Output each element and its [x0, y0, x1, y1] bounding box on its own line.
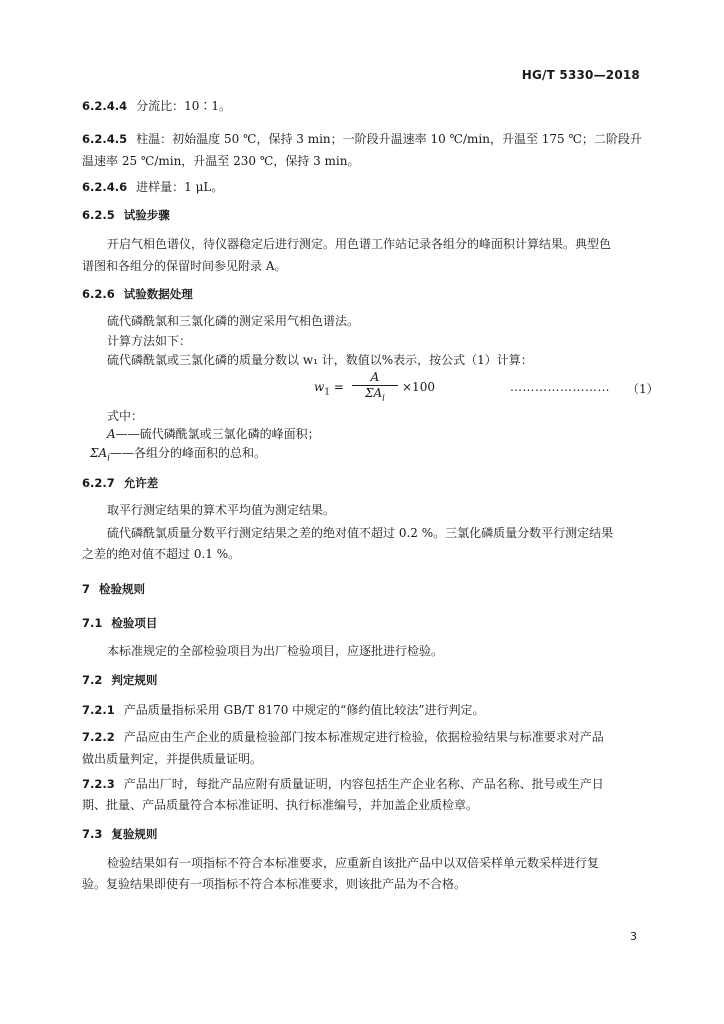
heading-number: 6.2.6 — [82, 287, 115, 301]
clause-text: 柱温：初始温度 50 ℃，保持 3 min；一阶段升温速率 10 ℃/min，升温至 175 ℃；二阶段升 — [136, 132, 642, 146]
clause-7-2-1 — [82, 702, 644, 718]
formula-denominator: $\Sigma A_i$ — [364, 386, 386, 404]
clause-text-continuation: 温速率 25 ℃/min，升温至 230 ℃，保持 3 min。 — [82, 154, 360, 168]
heading-title: 试验步骤 — [123, 208, 170, 222]
heading-6-2-7 — [82, 475, 644, 491]
heading-number: 7.2 — [82, 673, 103, 687]
heading-title: 检验规则 — [99, 582, 146, 596]
clause-7-2-3 — [82, 776, 644, 792]
paragraph-line: 硫代磷酰氯质量分数平行测定结果之差的绝对值不超过 0.2 %。三氯化磷质量分数平行测定结果 — [107, 526, 614, 540]
clause-7-2-2 — [82, 729, 644, 745]
clause-6-2-4-6 — [82, 179, 644, 195]
heading-title: 试验数据处理 — [123, 287, 193, 301]
standard-code: HG/T 5330—2018 — [521, 68, 640, 82]
clause-text: 进样量：1 μL。 — [136, 180, 224, 194]
heading-7-3 — [82, 826, 644, 842]
clause-text: 产品出厂时，每批产品应附有质量证明，内容包括生产企业名称、产品名称、批号或生产日 — [123, 777, 604, 791]
heading-title: 允许差 — [123, 476, 159, 490]
formula-lhs: $w_1$ = — [314, 380, 344, 398]
heading-7 — [82, 581, 644, 597]
clause-number: 6.2.4.5 — [82, 132, 128, 146]
symbol-definition: A——硫代磷酰氯或三氯化磷的峰面积； — [107, 427, 320, 441]
formula-numerator: A — [370, 370, 380, 384]
paragraph-line: 之差的绝对值不超过 0.1 %。 — [82, 547, 241, 561]
clause-text: 产品应由生产企业的质量检验部门按本标准规定进行检验，依据检验结果与标准要求对产品 — [123, 730, 604, 744]
paragraph-line: 本标准规定的全部检验项目为出厂检验项目，应逐批进行检验。 — [107, 644, 444, 658]
heading-6-2-6 — [82, 286, 644, 302]
heading-7-1 — [82, 615, 644, 631]
heading-7-2 — [82, 672, 644, 688]
clause-number: 7.2.3 — [82, 777, 115, 791]
paragraph-line: 硫代磷酰氯或三氯化磷的质量分数以 w₁ 计，数值以%表示，按公式（1）计算： — [107, 353, 533, 367]
paragraph-line: 取平行测定结果的算术平均值为测定结果。 — [107, 503, 336, 517]
clause-number: 7.2.1 — [82, 703, 115, 717]
clause-number: 6.2.4.4 — [82, 99, 128, 113]
paragraph-line: 计算方法如下： — [107, 334, 192, 348]
heading-title: 判定规则 — [111, 673, 158, 687]
clause-6-2-4-5 — [82, 131, 644, 147]
heading-number: 7.1 — [82, 616, 103, 630]
paragraph-line: 硫代磷酰氯和三氯化磷的测定采用气相色谱法。 — [107, 314, 360, 328]
symbol-definition: $\Sigma A_i——$各组分的峰面积的总和。 — [90, 446, 267, 464]
equation-number: （1） — [627, 382, 659, 396]
clause-text-continuation: 期、批量、产品质量符合本标准证明、执行标准编号，并加盖企业质检章。 — [82, 798, 479, 812]
heading-number: 6.2.5 — [82, 208, 115, 222]
formula-multiplier: ×100 — [402, 380, 435, 394]
heading-number: 7.3 — [82, 827, 103, 841]
paragraph-line: 开启气相色谱仪，待仪器稳定后进行测定。用色谱工作站记录各组分的峰面积计算结果。典型色 — [107, 237, 612, 251]
leader-dots: …………………… — [510, 380, 610, 394]
clause-text: 产品质量指标采用 GB/T 8170 中规定的“修约值比较法”进行判定。 — [123, 703, 485, 717]
where-label: 式中： — [107, 409, 144, 423]
heading-number: 6.2.7 — [82, 476, 115, 490]
clause-text-continuation: 做出质量判定，并提供质量证明。 — [82, 752, 263, 766]
heading-title: 复验规则 — [111, 827, 158, 841]
page-number: 3 — [630, 930, 637, 943]
clause-number: 7.2.2 — [82, 730, 115, 744]
clause-number: 6.2.4.6 — [82, 180, 128, 194]
heading-number: 7 — [82, 582, 91, 596]
formula-fraction — [350, 370, 400, 404]
heading-title: 检验项目 — [111, 616, 158, 630]
heading-6-2-5 — [82, 207, 644, 223]
paragraph-line: 验。复验结果即使有一项指标不符合本标准要求，则该批产品为不合格。 — [82, 877, 467, 891]
clause-text: 分流比：10∶1。 — [136, 99, 232, 113]
paragraph-line: 检验结果如有一项指标不符合本标准要求，应重新自该批产品中以双倍采样单元数采样进行复 — [107, 856, 600, 870]
clause-6-2-4-4 — [82, 98, 644, 114]
paragraph-line: 谱图和各组分的保留时间参见附录 A。 — [82, 259, 287, 273]
